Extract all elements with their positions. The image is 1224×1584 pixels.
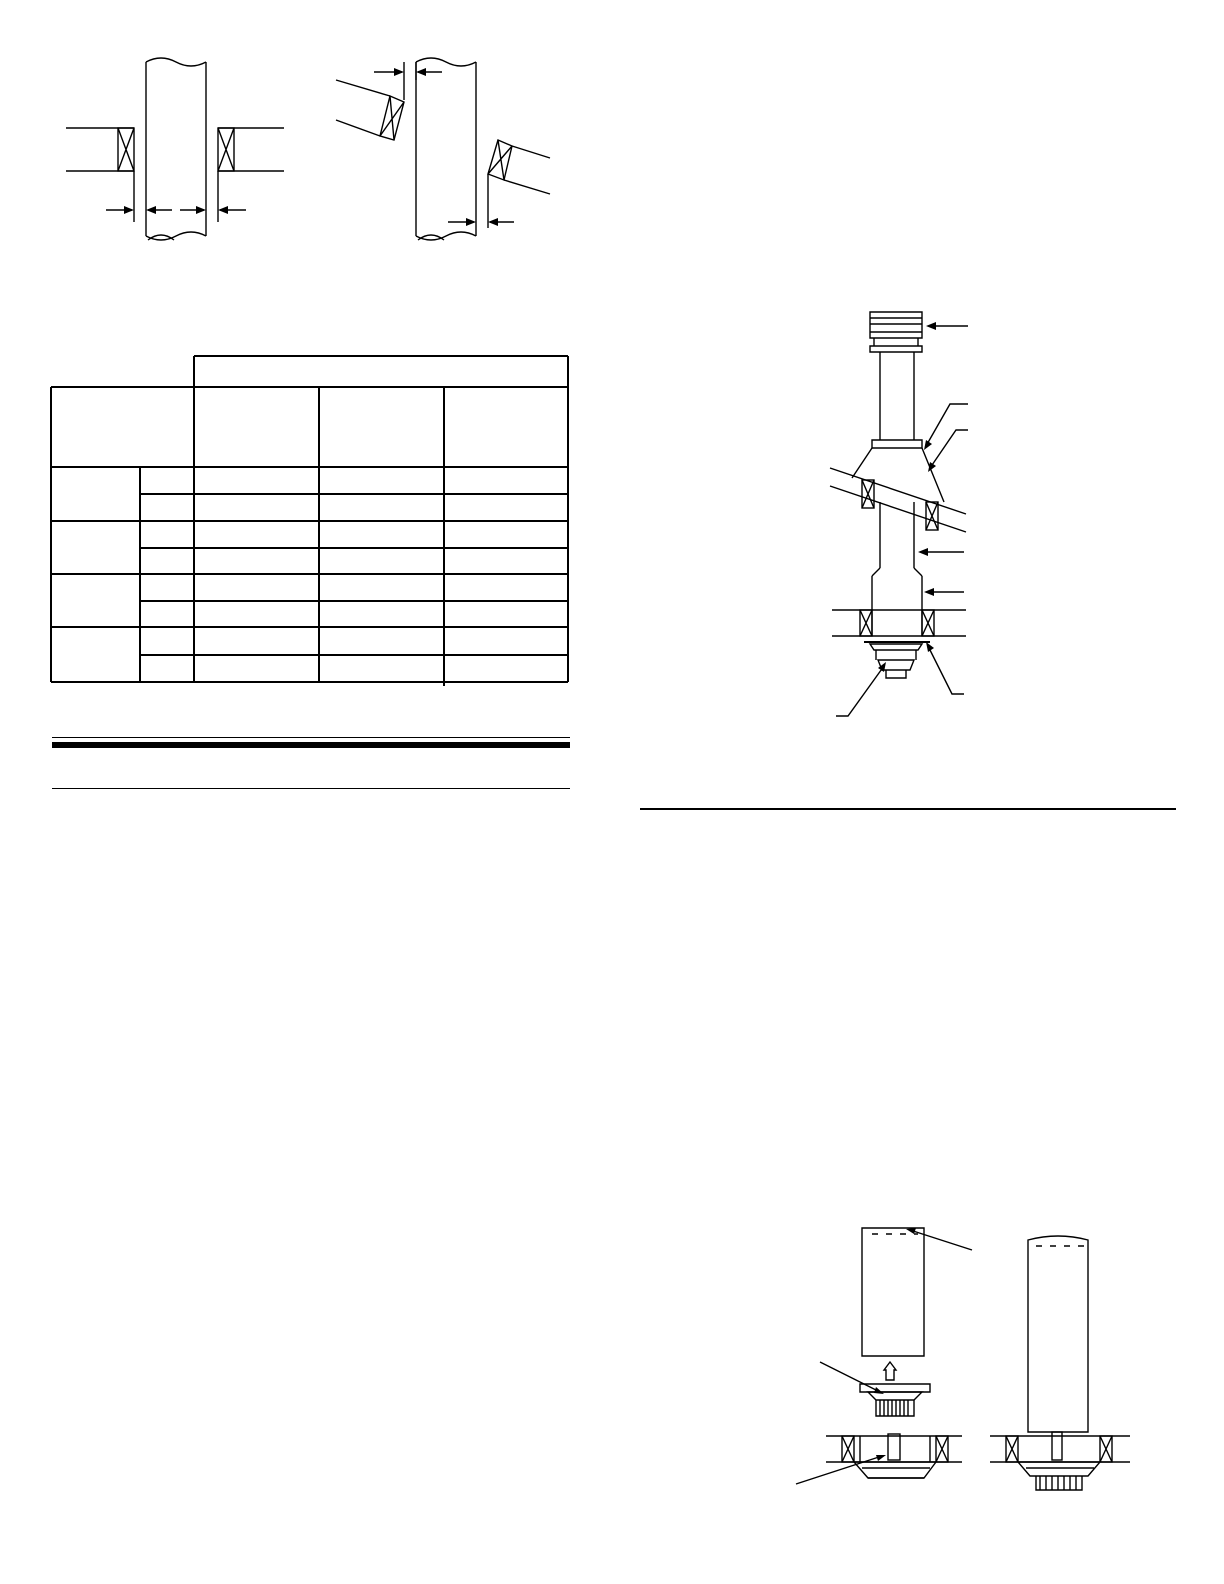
section-rule-thick [52, 742, 570, 748]
clearance-diagram [50, 50, 570, 260]
clearance-table [48, 352, 574, 688]
connector-installation-figure [790, 1222, 1140, 1492]
table-grid [48, 352, 574, 688]
vent-callout-leaders [830, 300, 980, 720]
connector-installation-diagram [790, 1222, 1140, 1492]
clearance-figure [50, 50, 570, 260]
angled-clearance-diagram [336, 58, 550, 240]
section-rule-thin [52, 737, 570, 738]
straight-clearance-diagram [66, 58, 284, 240]
assembled-connector-view [990, 1236, 1130, 1490]
exploded-connector-view [826, 1228, 962, 1478]
callout-leader-lines [830, 300, 980, 720]
section-rule-bottom [52, 788, 570, 789]
right-section-rule [640, 808, 1176, 810]
